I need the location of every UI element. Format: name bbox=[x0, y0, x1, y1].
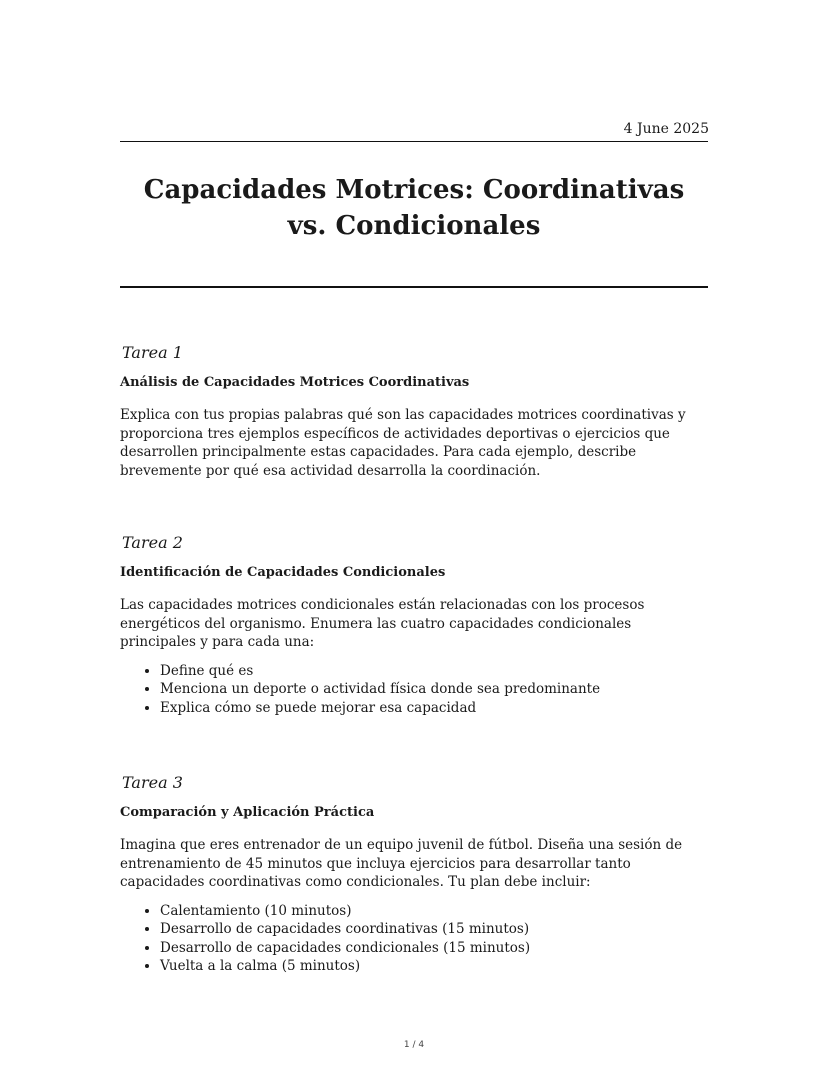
list-item: • Menciona un deporte o actividad física donde sea predominante bbox=[160, 680, 708, 699]
list-item: • Desarrollo de capacidades condicionales (15 minutos) bbox=[160, 939, 708, 958]
list-item: • Vuelta a la calma (5 minutos) bbox=[160, 957, 708, 976]
task-bullet-list bbox=[120, 662, 708, 718]
task-section-1 bbox=[120, 343, 708, 480]
list-item: • Desarrollo de capacidades coordinativas (15 minutos) bbox=[160, 920, 708, 939]
task-description: Las capacidades motrices condicionales están relacionadas con los procesos energéticos del organismo. Enumera las cuatro capacidades condicionales principales y para cada una: bbox=[120, 597, 645, 650]
task-description: Imagina que eres entrenador de un equipo juvenil de fútbol. Diseña una sesión de entrenamiento de 45 minutos que incluya ejercicios para desarrollar tanto capacidades coordinativas como condicionales. Tu plan debe incluir: bbox=[120, 837, 683, 890]
title-divider bbox=[120, 286, 708, 288]
list-item: • Define qué es bbox=[160, 662, 708, 681]
page-number: 1 / 4 bbox=[403, 1040, 425, 1050]
task-subtitle: Comparación y Aplicación Práctica bbox=[120, 805, 375, 820]
task-bullet-list bbox=[120, 902, 708, 976]
header-divider bbox=[120, 141, 708, 142]
task-heading: Tarea 1 bbox=[122, 343, 183, 362]
task-subtitle: Análisis de Capacidades Motrices Coordinativas bbox=[120, 375, 470, 390]
task-section-2 bbox=[120, 533, 708, 717]
task-subtitle: Identificación de Capacidades Condicionales bbox=[120, 565, 446, 580]
task-heading: Tarea 3 bbox=[122, 773, 183, 792]
page-title: Capacidades Motrices: Coordinativas vs. Condicionales bbox=[143, 175, 685, 241]
task-description: Explica con tus propias palabras qué son las capacidades motrices coordinativas y proporciona tres ejemplos específicos de actividades deportivas o ejercicios que desarrollen principalmente estas capacidades. Para cada ejemplo, describe brevemente por qué esa actividad desarrolla la coordinación. bbox=[120, 407, 686, 479]
list-item: • Explica cómo se puede mejorar esa capacidad bbox=[160, 699, 708, 718]
list-item: • Calentamiento (10 minutos) bbox=[160, 902, 708, 921]
task-section-3 bbox=[120, 773, 708, 976]
document-date: 4 June 2025 bbox=[623, 121, 709, 137]
task-heading: Tarea 2 bbox=[122, 533, 183, 552]
